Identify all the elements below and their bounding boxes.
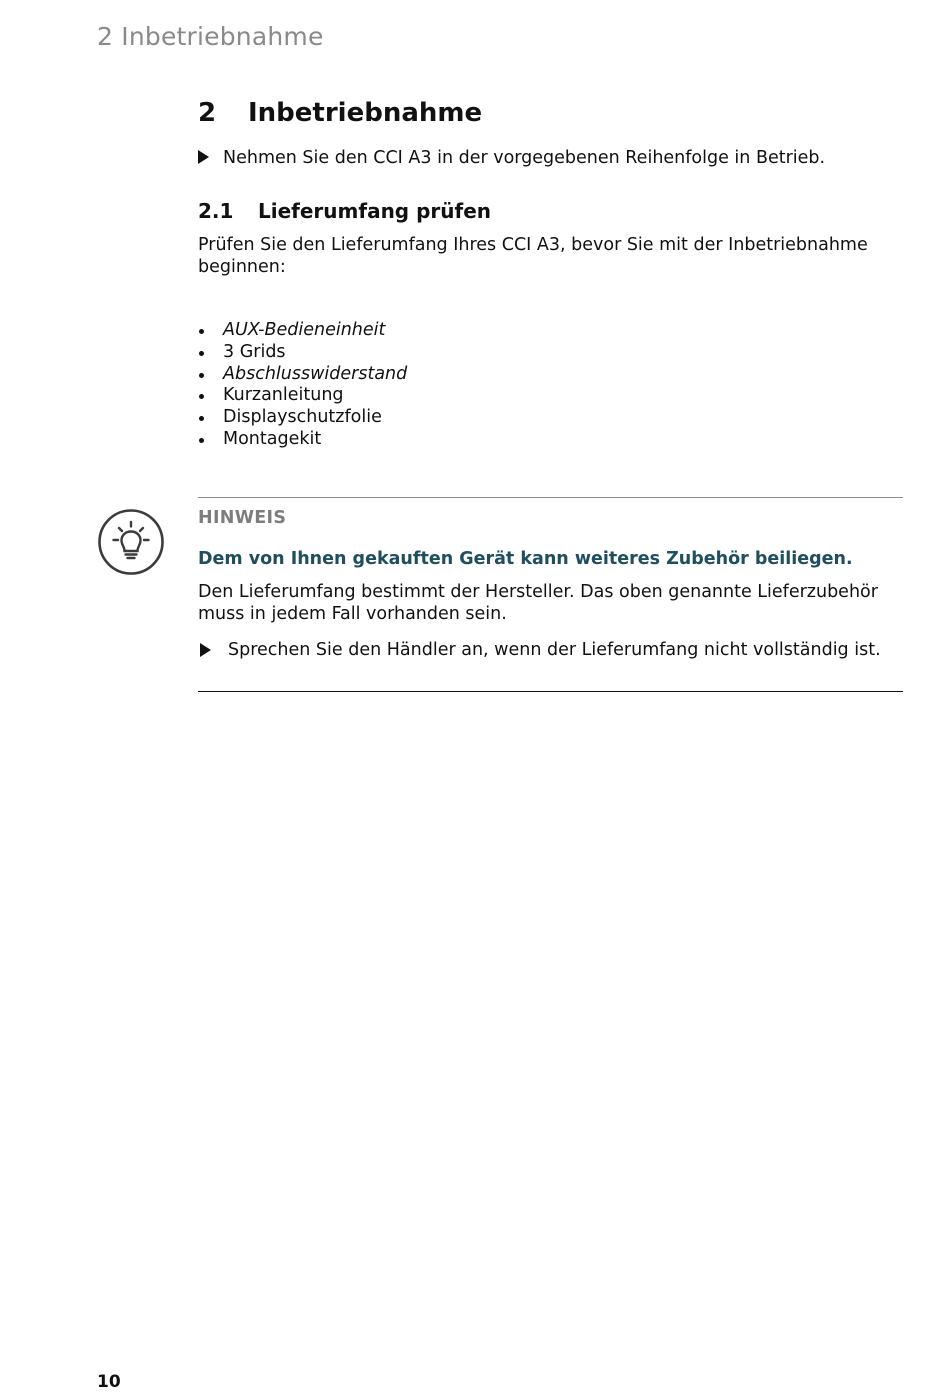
- page-number: 10: [97, 1372, 121, 1392]
- running-header: 2 Inbetriebnahme: [97, 22, 324, 51]
- scope-list: [198, 320, 407, 451]
- list-item: 3 Grids: [198, 342, 407, 364]
- chapter-title: [198, 98, 482, 128]
- notice-action: [198, 639, 898, 661]
- lightbulb-icon: [97, 508, 165, 576]
- chapter-instruction: [198, 147, 903, 169]
- section-title: [198, 199, 491, 223]
- notice-headline: Dem von Ihnen gekauften Gerät kann weiteres Zubehör beiliegen.: [198, 549, 853, 569]
- notice-label: HINWEIS: [198, 508, 287, 528]
- section-number: 2.1: [198, 199, 234, 223]
- notice-action-text: Sprechen Sie den Händler an, wenn der Lieferumfang nicht vollständig ist.: [228, 640, 881, 660]
- list-item: Montagekit: [198, 429, 407, 451]
- notice-box: [198, 497, 903, 692]
- chapter-title-text: Inbetriebnahme: [248, 98, 483, 128]
- section-title-text: Lieferumfang prüfen: [258, 199, 492, 223]
- instruction-arrow-icon: [198, 150, 209, 164]
- action-arrow-icon: [200, 643, 211, 657]
- notice-text: Den Lieferumfang bestimmt der Hersteller. Das oben genannte Lieferzubehör muss in jedem Fall vorhanden sein.: [198, 582, 878, 624]
- chapter-number: 2: [198, 98, 217, 128]
- list-item: Abschlusswiderstand: [198, 364, 407, 386]
- instruction-text: Nehmen Sie den CCI A3 in der vorgegebenen Reihenfolge in Betrieb.: [223, 148, 826, 168]
- list-item: AUX-Bedieneinheit: [198, 320, 407, 342]
- list-item: Kurzanleitung: [198, 385, 407, 407]
- section-intro: Prüfen Sie den Lieferumfang Ihres CCI A3, bevor Sie mit der Inbetriebnahme beginnen:: [198, 235, 868, 277]
- list-item: Displayschutzfolie: [198, 407, 407, 429]
